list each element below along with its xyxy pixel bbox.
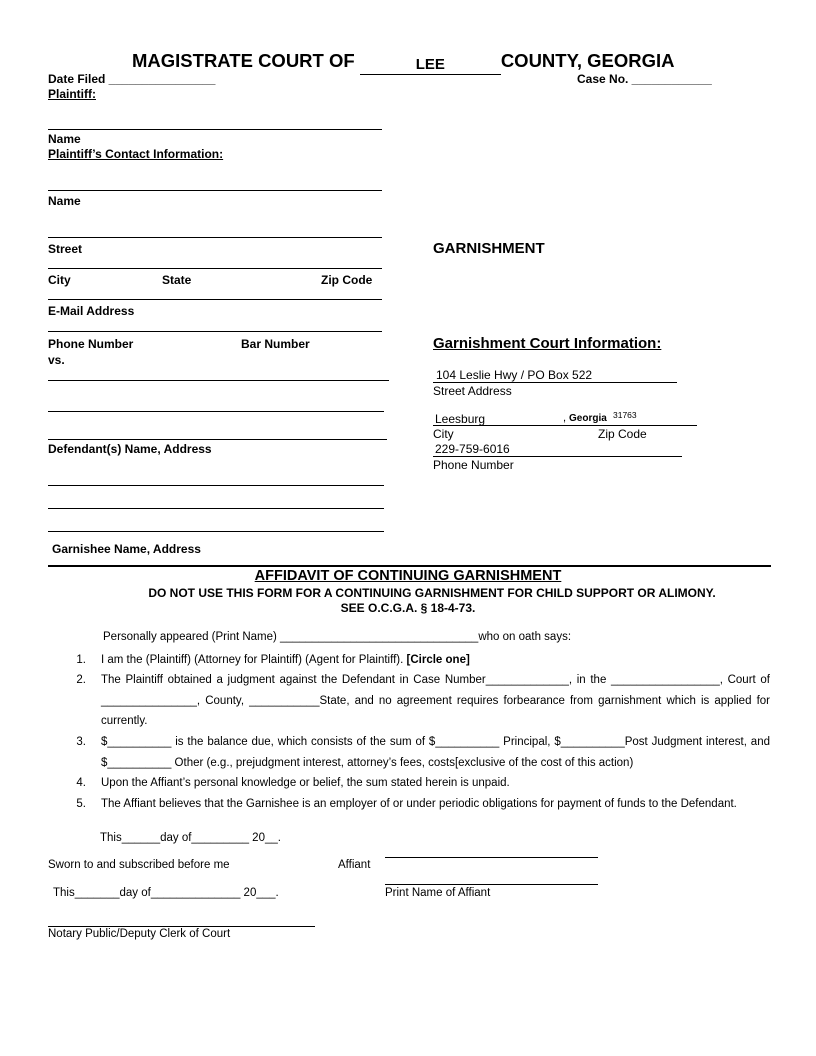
defendant-line-3 (48, 439, 387, 440)
contact-name-label: Name (48, 194, 81, 208)
defendant-line-2 (48, 411, 384, 412)
item-text: The Affiant believes that the Garnishee is an employer of or under periodic obligations for payment of funds to the Defendant. (101, 798, 737, 810)
court-title-left: MAGISTRATE COURT OF (132, 50, 355, 71)
court-city-value: Leesburg (435, 412, 486, 426)
list-item (60, 650, 770, 670)
vs-label: vs. (48, 353, 65, 367)
section-divider (48, 565, 771, 567)
garnishee-line-2 (48, 508, 384, 509)
item-text: Upon the Affiant’s personal knowledge or belief, the sum stated herein is unpaid. (101, 777, 510, 789)
personally-appeared: Personally appeared (Print Name) _______________________________who on oath says: (103, 631, 572, 643)
zip-label: Zip Code (321, 273, 373, 287)
court-street-label: Street Address (433, 384, 512, 398)
court-street-value: 104 Leslie Hwy / PO Box 522 (436, 368, 593, 382)
defendant-label: Defendant(s) Name, Address (48, 442, 212, 456)
notary-signature-line (48, 926, 315, 927)
garnishee-line-1 (48, 485, 384, 486)
email-label: E-Mail Address (48, 304, 135, 318)
defendant-line-1 (48, 380, 389, 381)
affiant-label: Affiant (338, 859, 371, 871)
phone-label: Phone Number (48, 337, 134, 351)
city-line (48, 268, 382, 269)
affidavit-warning: DO NOT USE THIS FORM FOR A CONTINUING GARNISHMENT FOR CHILD SUPPORT OR ALIMONY. (148, 586, 716, 600)
email-line (48, 299, 382, 300)
plaintiff-contact-heading: Plaintiff’s Contact Information: (48, 147, 224, 161)
item-number: 1. (76, 654, 86, 666)
print-name-line (385, 884, 598, 885)
city-label: City (48, 273, 71, 287)
street-line (48, 237, 382, 238)
state-label: State (162, 273, 192, 287)
bar-number-label: Bar Number (241, 337, 310, 351)
garnishee-label: Garnishee Name, Address (52, 542, 201, 556)
affidavit-title: AFFIDAVIT OF CONTINUING GARNISHMENT (254, 568, 562, 584)
list-item (60, 732, 770, 774)
case-number: Case No. ____________ (577, 72, 712, 86)
court-street-line (433, 382, 677, 383)
list-item (60, 794, 770, 814)
list-item (60, 773, 770, 793)
affidavit-statute: SEE O.C.G.A. § 18-4-73. (340, 601, 476, 615)
list-item (60, 670, 770, 732)
affiant-date-line: This______day of_________ 20__. (100, 832, 281, 844)
court-phone-label: Phone Number (433, 458, 514, 472)
item-text: I am the (Plaintiff) (Attorney for Plaintiff) (Agent for Plaintiff). (101, 654, 404, 666)
contact-name-line (48, 190, 382, 191)
notary-label: Notary Public/Deputy Clerk of Court (48, 928, 231, 940)
item-text: The Plaintiff obtained a judgment against the Defendant in Case Number_____________, in the _________________, Court of _______________, County, ___________State, and no agreement requires forbearance from garnishment which is applied for currently. (101, 674, 770, 727)
court-city-label: City (433, 427, 454, 441)
court-zip-label: Zip Code (598, 427, 647, 441)
plaintiff-name-label: Name (48, 132, 81, 146)
item-number: 3. (76, 736, 86, 748)
plaintiff-name-line (48, 129, 382, 130)
item-number: 2. (76, 674, 86, 686)
date-filed: Date Filed ________________ (48, 72, 216, 86)
sworn-text: Sworn to and subscribed before me (48, 859, 230, 871)
notary-date-line: This_______day of______________ 20___. (53, 887, 279, 899)
court-state-value: Georgia (569, 413, 607, 424)
plaintiff-heading: Plaintiff: (48, 87, 96, 101)
phone-line (48, 331, 382, 332)
county-name: LEE (360, 56, 501, 75)
garnishment-heading: GARNISHMENT (433, 240, 545, 257)
circle-one-note: [Circle one] (406, 654, 470, 666)
court-title-right: COUNTY, GEORGIA (500, 50, 675, 71)
court-info-heading: Garnishment Court Information: (433, 335, 662, 352)
affiant-signature-line (385, 857, 598, 858)
print-name-label: Print Name of Affiant (385, 887, 491, 899)
court-city-line (433, 425, 697, 426)
court-zip-value: 31763 (613, 410, 637, 420)
street-label: Street (48, 242, 83, 256)
court-phone-line (433, 456, 682, 457)
item-number: 4. (76, 777, 86, 789)
item-text: $__________ is the balance due, which consists of the sum of $__________ Principal, $__________Post Judgment interest, and $__________ Other (e.g., prejudgment interest, attorney’s fees, costs[exclusive of the cost of this action) (101, 736, 770, 769)
court-phone-value: 229-759-6016 (435, 442, 510, 456)
garnishee-line-3 (48, 531, 384, 532)
item-number: 5. (76, 798, 86, 810)
court-state-comma: , (563, 412, 567, 424)
